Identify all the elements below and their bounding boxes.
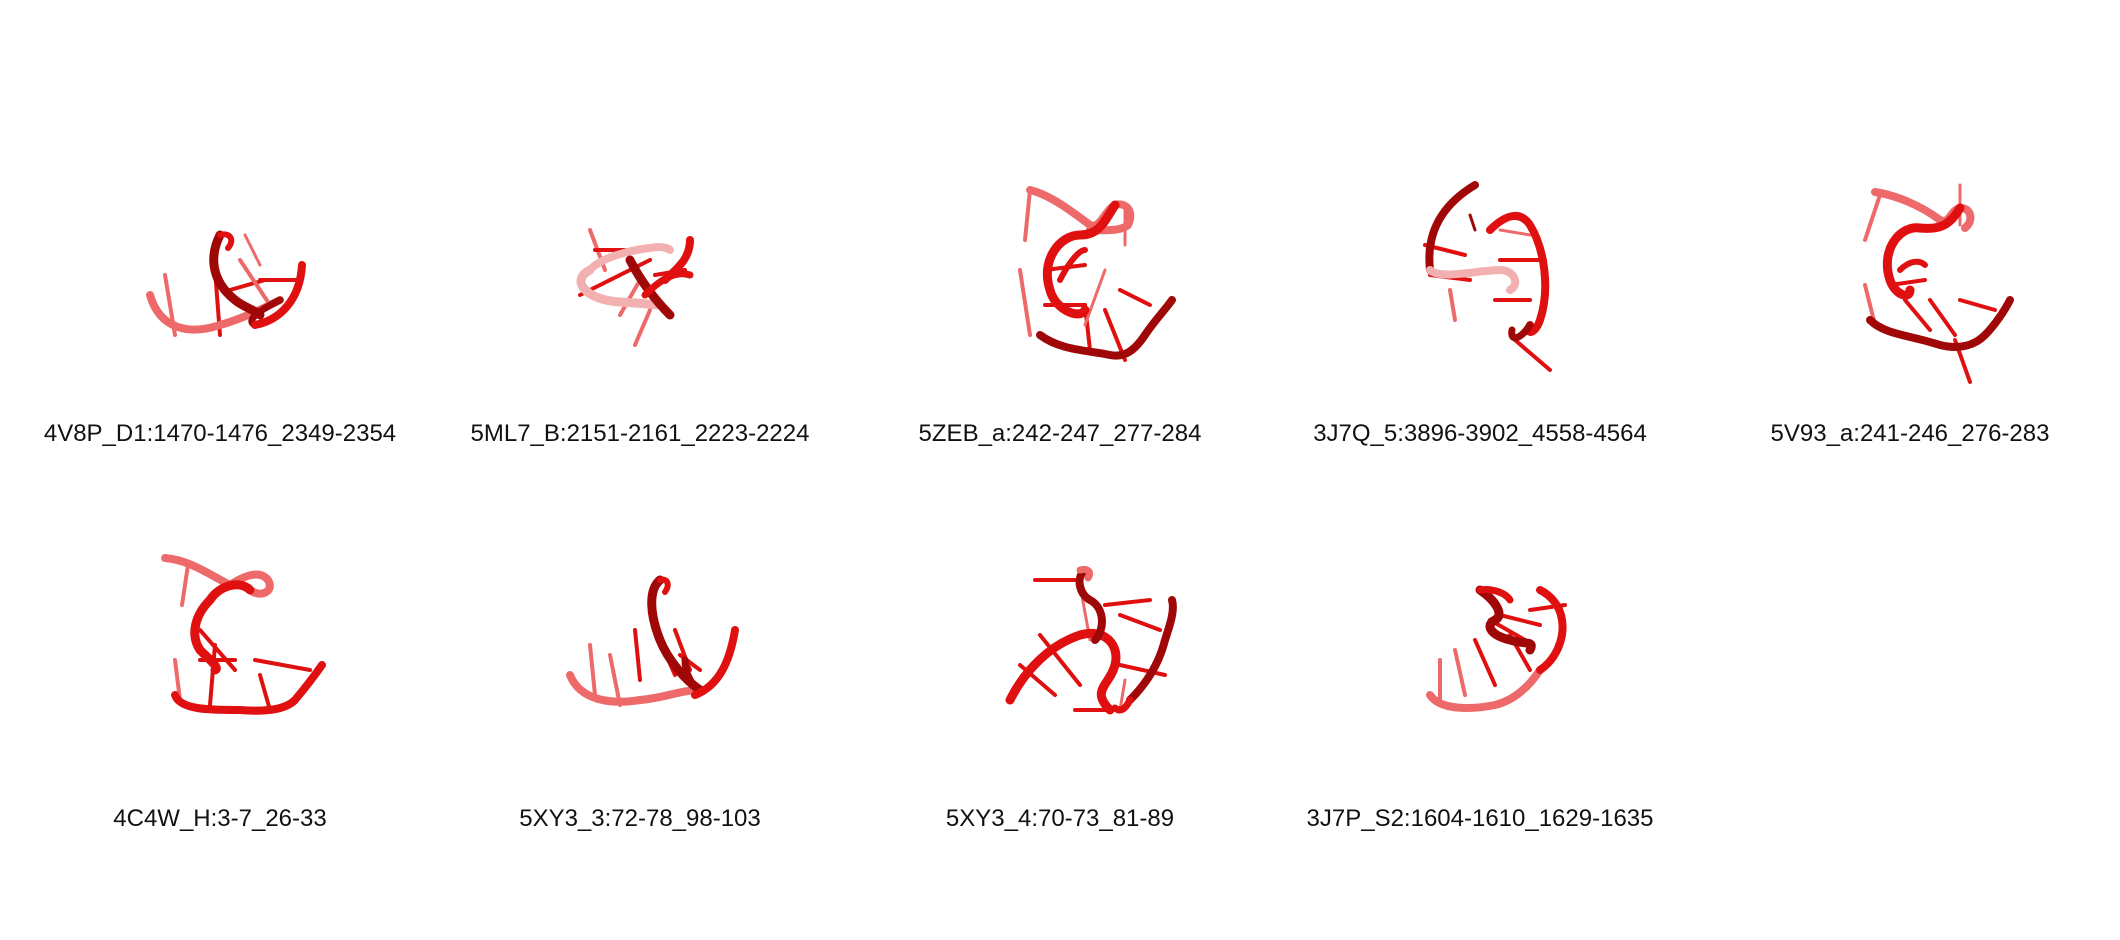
structure-label: 5ZEB_a:242-247_277-284 [918,420,1202,447]
structure-label: 3J7P_S2:1604-1610_1629-1635 [1306,805,1654,832]
structure-label: 5V93_a:241-246_276-283 [1770,420,2050,447]
structure-panel [10,500,430,920]
structure-label: 3J7Q_5:3896-3902_4558-4564 [1313,420,1647,447]
structure-label: 4V8P_D1:1470-1476_2349-2354 [43,420,397,447]
rna-structure-icon [1330,560,1630,840]
rna-structure-icon [70,560,370,840]
rna-structure-icon [1760,120,2060,400]
rna-structure-icon [490,560,790,840]
structure-panel [430,500,850,920]
structure-panel [1700,60,2120,480]
structure-label: 5ML7_B:2151-2161_2223-2224 [470,420,810,447]
structure-label: 5XY3_4:70-73_81-89 [945,805,1175,832]
rna-structure-icon [910,560,1210,840]
structure-panel [850,60,1270,480]
structure-panel [1270,500,1690,920]
rna-structure-icon [490,120,790,400]
structure-panel [430,60,850,480]
structure-label: 4C4W_H:3-7_26-33 [113,805,327,832]
rna-structure-icon [70,120,370,400]
rna-structure-icon [910,120,1210,400]
rna-structure-icon [1330,120,1630,400]
structure-panel [850,500,1270,920]
structure-panel [1270,60,1690,480]
structure-panel [10,60,430,480]
structure-label: 5XY3_3:72-78_98-103 [519,805,761,832]
